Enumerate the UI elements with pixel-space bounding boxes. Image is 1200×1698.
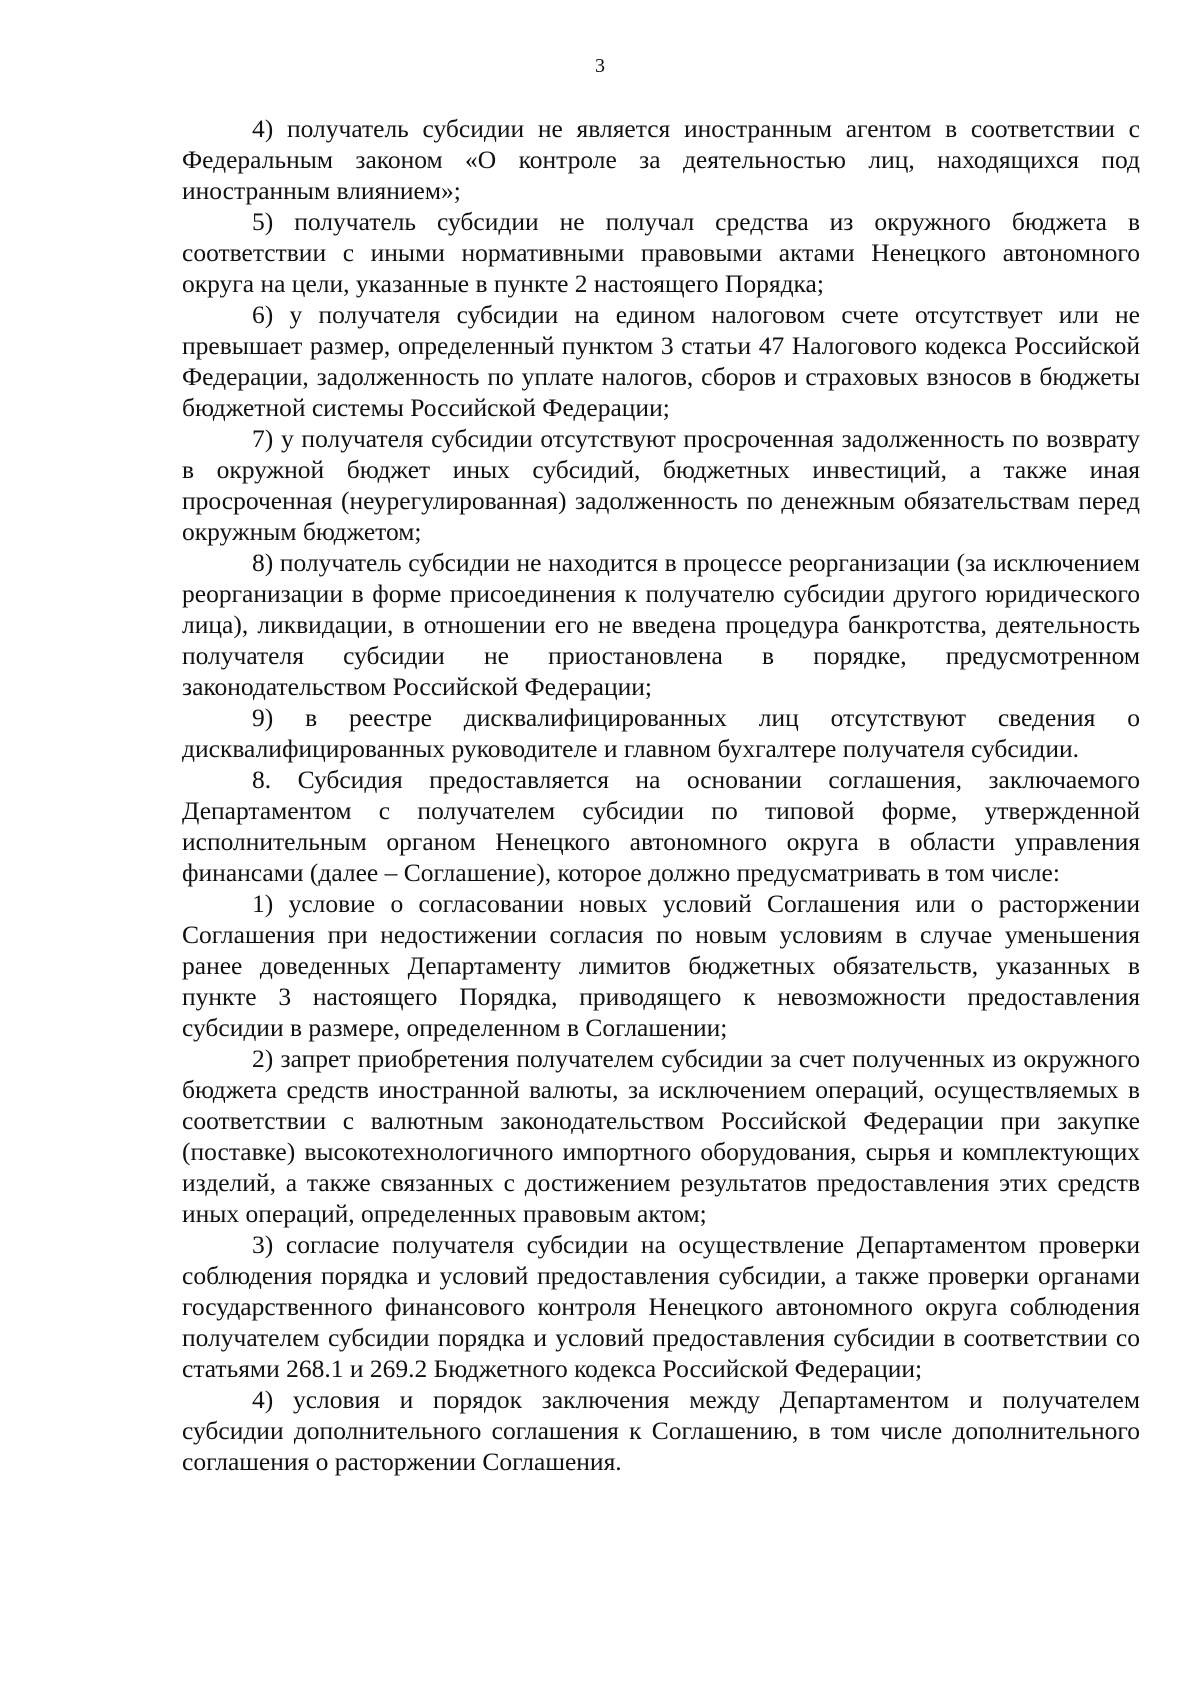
paragraph-subitem-3: 3) согласие получателя субсидии на осуществление Департаментом проверки соблюдения порядка и условий предоставления субсидии, а также проверки органами государственного финансового контроля Ненецкого автономного округа соблюдения получателем субсидии порядка и условий предоставления субсидии в соответствии со статьями 268.1 и 269.2 Бюджетного кодекса Российской Федерации; <box>182 1230 1140 1383</box>
paragraph-item-7: 7) у получателя субсидии отсутствуют просроченная задолженность по возврату в окружной бюджет иных субсидий, бюджетных инвестиций, а также иная просроченная (неурегулированная) задолженность по денежным обязательствам перед окружным бюджетом; <box>182 424 1140 546</box>
paragraph-item-4: 4) получатель субсидии не является иностранным агентом в соответствии с Федеральным законом «О контроле за деятельностью лиц, находящихся под иностранным влиянием»; <box>182 114 1140 205</box>
paragraph-section-8: 8. Субсидия предоставляется на основании соглашения, заключаемого Департаментом с получателем субсидии по типовой форме, утвержденной исполнительным органом Ненецкого автономного округа в области управления финансами (далее – Соглашение), которое должно предусматривать в том числе: <box>182 765 1140 887</box>
paragraph-subitem-4: 4) условия и порядок заключения между Департаментом и получателем субсидии дополнительного соглашения к Соглашению, в том числе дополнительного соглашения о расторжении Соглашения. <box>182 1385 1140 1476</box>
paragraph-subitem-1: 1) условие о согласовании новых условий Соглашения или о расторжении Соглашения при недостижении согласия по новым условиям в случае уменьшения ранее доведенных Департаменту лимитов бюджетных обязательств, указанных в пункте 3 настоящего Порядка, приводящего к невозможности предоставления субсидии в размере, определенном в Соглашении; <box>182 889 1140 1042</box>
paragraph-item-6: 6) у получателя субсидии на едином налоговом счете отсутствует или не превышает размер, определенный пунктом 3 статьи 47 Налогового кодекса Российской Федерации, задолженность по уплате налогов, сборов и страховых взносов в бюджеты бюджетной системы Российской Федерации; <box>182 300 1140 422</box>
paragraph-item-9: 9) в реестре дисквалифицированных лиц отсутствуют сведения о дисквалифицированных руководителе и главном бухгалтере получателя субсидии. <box>182 703 1140 763</box>
paragraph-item-5: 5) получатель субсидии не получал средства из окружного бюджета в соответствии с иными нормативными правовыми актами Ненецкого автономного округа на цели, указанные в пункте 2 настоящего Порядка; <box>182 207 1140 298</box>
paragraph-subitem-2: 2) запрет приобретения получателем субсидии за счет полученных из окружного бюджета средств иностранной валюты, за исключением операций, осуществляемых в соответствии с валютным законодательством Российской Федерации при закупке (поставке) высокотехнологичного импортного оборудования, сырья и комплектующих изделий, а также связанных с достижением результатов предоставления этих средств иных операций, определенных правовым актом; <box>182 1044 1140 1228</box>
document-body <box>182 113 1140 1477</box>
page-number: 3 <box>595 55 605 77</box>
paragraph-item-8: 8) получатель субсидии не находится в процессе реорганизации (за исключением реорганизации в форме присоединения к получателю субсидии другого юридического лица), ликвидации, в отношении его не введена процедура банкротства, деятельность получателя субсидии не приостановлена в порядке, предусмотренном законодательством Российской Федерации; <box>182 548 1140 701</box>
